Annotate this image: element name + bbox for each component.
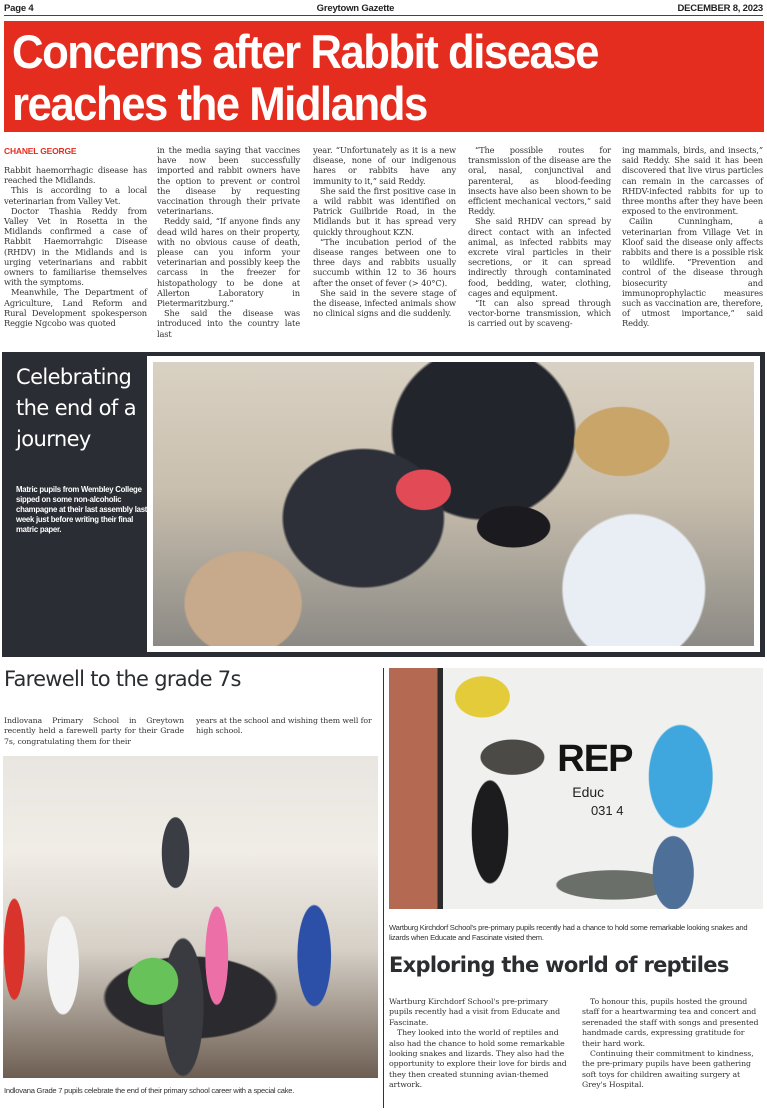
feature-title: Celebrating the end of a journey (16, 365, 136, 451)
reptiles-title: Exploring the world of reptiles (389, 953, 729, 977)
publication-name: Greytown Gazette (316, 2, 395, 14)
reptiles-column-1 (389, 997, 569, 1091)
feature-photo-frame (147, 356, 760, 652)
paragraph: in the media saying that vaccines have now been successfully imported and rabbit owners have the option to prevent or control the disease by requesting vaccination through their private veterinarians. (157, 145, 300, 217)
paragraph: She said the first positive case in a wild rabbit was identified on Patrick Guilbride Road, in the Midlands but it has spread very quickly throughout KZN. (313, 185, 456, 237)
byline: CHANEL GEORGE (4, 146, 77, 156)
pupils-toasting-photo (153, 362, 754, 646)
column-divider (383, 668, 384, 1108)
paragraph: ing mammals, birds, and insects,” said Reddy. She said it has been discovered that live virus particles can remain in the carcasses of RHDV-infected rabbits for up to three months after they have been exposed to the environment. (622, 145, 763, 217)
paragraph: Continuing their commitment to kindness, the pre-primary pupils have been gathering soft toys for children awaiting surgery at Grey's Hospital. (582, 1049, 754, 1090)
child-holding-snake-photo (389, 668, 763, 909)
main-headline-banner (4, 21, 764, 132)
main-headline (12, 26, 767, 130)
paragraph: year. “Unfortunately as it is a new disease, none of our indigenous hares or rabbits have any immunity to it,” said Reddy. (313, 145, 456, 186)
paragraph: To honour this, pupils hosted the ground staff for a heartwarming tea and concert and serenaded the staff with songs and presented handmade cards, expressing gratitude for their hard work. (582, 997, 759, 1048)
paragraph: This is according to a local veterinarian from Valley Vet. (4, 185, 147, 206)
article-column-1 (4, 165, 147, 328)
photo-sign-phone: 031 4 (590, 802, 624, 818)
paragraph: Rabbit haemorrhagic disease has reached the Midlands. (4, 165, 147, 186)
celebrating-feature-panel (2, 352, 765, 657)
page-number: Page 4 (4, 2, 34, 14)
paragraph: Reddy said, “If anyone finds any dead wild hares on their property, with no obvious cause of death, please can you inform your veterinarian and possibly keep the carcass in the freezer for histopathology to be done at Allerton Laboratory in Pietermaritzburg.” (157, 216, 300, 309)
headline-line-1: Concerns after Rabbit disease (12, 25, 599, 78)
farewell-column-1: Indlovana Primary School in Greytown recently held a farewell party for their Grade 7s, congratulating them for their (4, 716, 184, 746)
paragraph: Cailin Cunningham, a veterinarian from Village Vet in Kloof said the disease only affects rabbits and there is a possible risk to wildlife. “Prevention and control of the disease through biosecurity and immunoprophylactic measures such as vaccination are, therefore, of utmost importance,” said Reddy. (622, 216, 763, 329)
paragraph: She said RHDV can spread by direct contact with an infected animal, as infected rabbits may excrete viral particles in their secretions, or it can spread indirectly through contaminated food, bedding, water, clothing, cages and equipment. (468, 216, 611, 298)
reptiles-column-2 (582, 997, 765, 1091)
grade-7-cake-photo (3, 756, 378, 1078)
photo-sign-subtitle: Educ (572, 783, 605, 800)
article-column-4 (468, 145, 611, 329)
paragraph: She said in the severe stage of the disease, infected animals show no clinical signs and die suddenly. (313, 287, 456, 319)
farewell-title: Farewell to the grade 7s (4, 667, 241, 691)
paragraph: She said the disease was introduced into the country late last (157, 308, 300, 339)
reptiles-photo-caption: Wartburg Kirchdorf School's pre-primary pupils recently had a chance to hold some remarkable looking snakes and lizards when Educate and Fascinate visited them. (389, 923, 748, 942)
farewell-column-2: years at the school and wishing them well for high school. (196, 716, 372, 736)
paragraph: Meanwhile, The Department of Agriculture, Land Reform and Rural Development spokesperson Reggie Ngcobo was quoted (4, 287, 147, 329)
photo-sign-title: REP (557, 737, 633, 780)
paragraph: “It can also spread through vector-borne transmission, which is carried out by scaveng- (468, 298, 611, 329)
paragraph: “The incubation period of the disease ranges between one to three days and rabbits usually succumb within 12 to 36 hours after the onset of fever (> 40°C). (313, 236, 456, 288)
issue-date: DECEMBER 8, 2023 (677, 2, 763, 14)
article-column-5 (622, 145, 763, 329)
paragraph: Wartburg Kirchdorf School's pre-primary pupils recently had a visit from Educate and Fascinate. (389, 997, 560, 1027)
paragraph: “The possible routes for transmission of the disease are the oral, nasal, conjunctival and parenteral, as blood-feeding insects have also been shown to be efficient mechanical vectors,” said Reddy. (468, 145, 611, 217)
farewell-photo-caption: Indlovana Grade 7 pupils celebrate the end of their primary school career with a special cake. (4, 1086, 295, 1095)
paragraph: Doctor Thashia Reddy from Valley Vet in Rosetta in the Midlands confirmed a case of Rabbit Haemorrahgic Disease (RHDV) in the Midlands and is urging veterinarians and rabbit owners to familiarise themselves with the symptoms. (4, 205, 147, 288)
masthead (4, 2, 763, 16)
article-column-2 (157, 145, 300, 339)
article-column-3 (313, 145, 456, 318)
headline-line-2: reaches the Midlands (12, 77, 427, 130)
feature-blurb: Matric pupils from Wembley College sipped on some non-alcoholic champagne at their last assembly last week just before writing their final matric paper. (16, 485, 148, 534)
paragraph: They looked into the world of reptiles and also had the chance to hold some remarkable looking snakes and lizards. They also had the opportunity to explore their love for birds and they then created stunning avian-themed artwork. (389, 1028, 567, 1090)
